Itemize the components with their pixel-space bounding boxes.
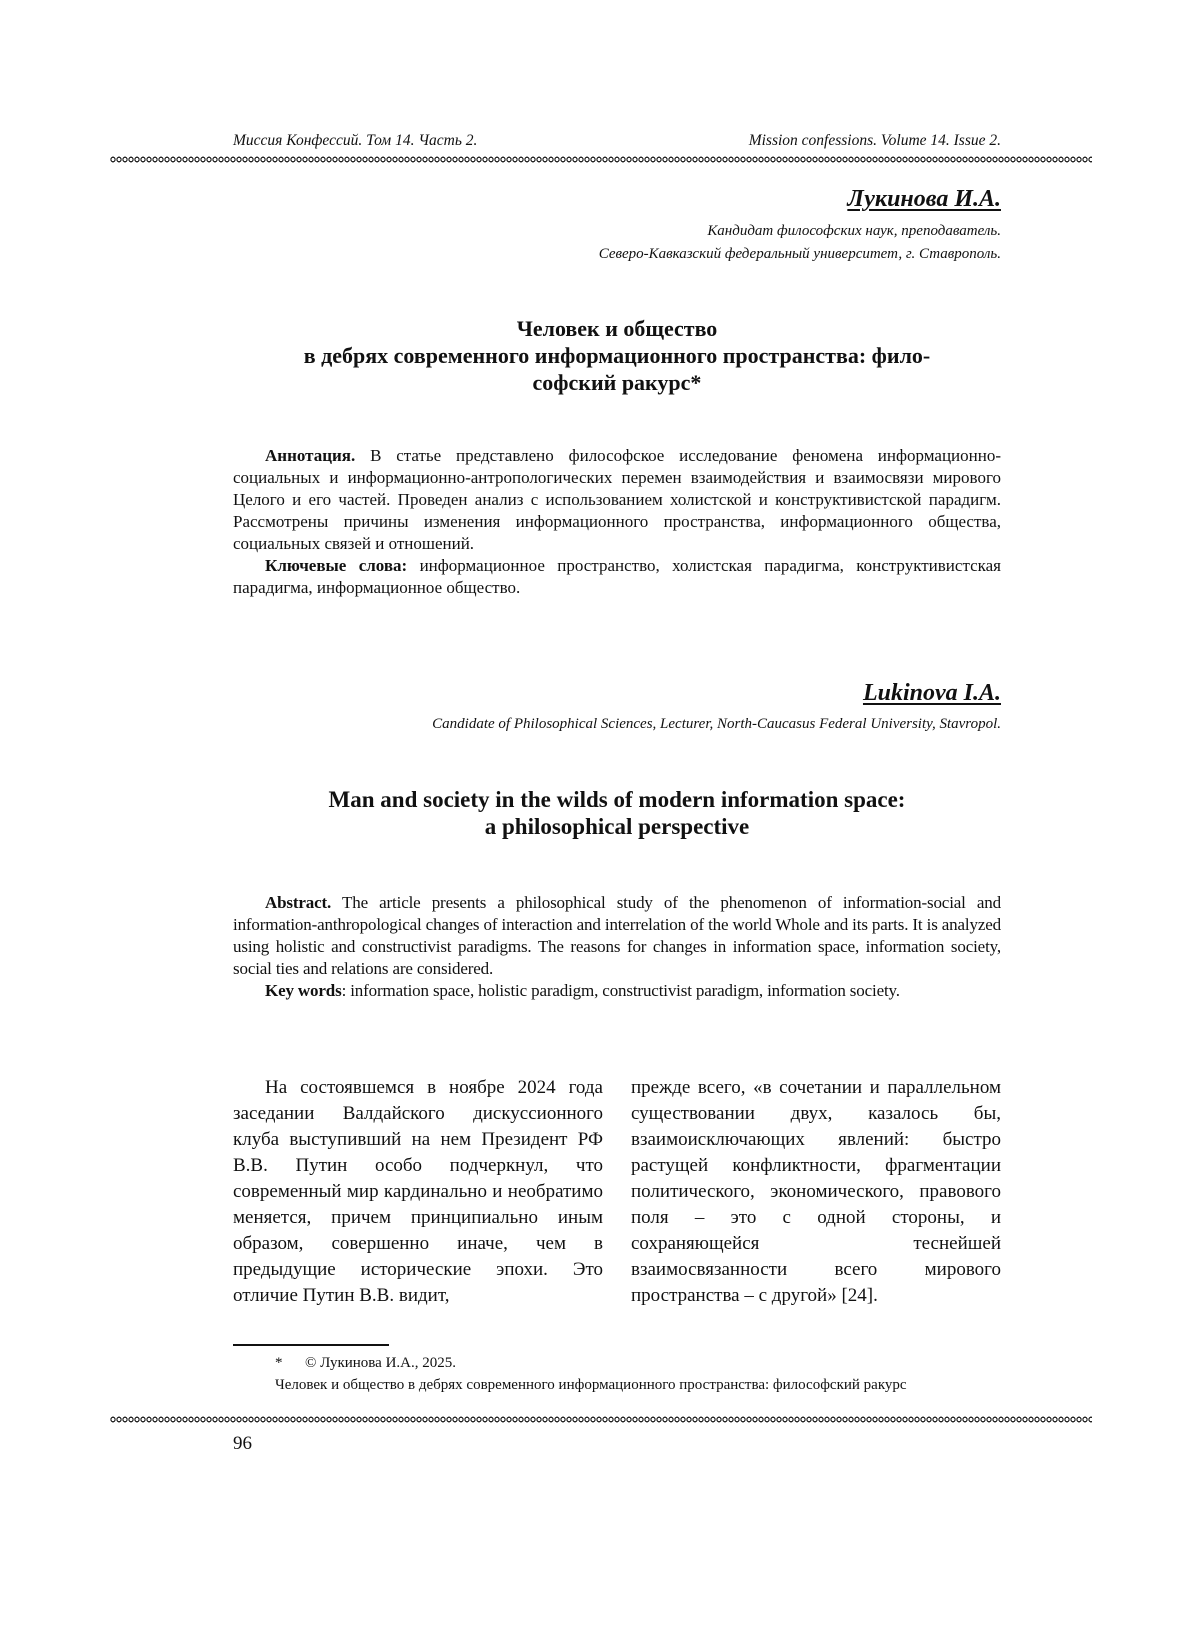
- footnote-copyright-line: [233, 1352, 1001, 1374]
- title-ru-line2: в дебрях современного информационного пространства: фило-: [303, 343, 931, 368]
- author-name-en: Lukinova I.A.: [862, 680, 1001, 706]
- keywords-ru-text: информационное пространство, холистская парадигма, конструктивистская парадигма, информационное общество.: [233, 556, 1001, 597]
- abstract-en: [233, 892, 1001, 1002]
- ornament-divider-bottom: [110, 1415, 1092, 1424]
- abstract-ru: [233, 445, 1001, 599]
- footnote-copyright: © Лукинова И.А., 2025.: [305, 1355, 456, 1371]
- header-journal-ru: Миссия Конфессий. Том 14. Часть 2.: [233, 132, 478, 149]
- author-name-ru: Лукинова И.А.: [847, 186, 1001, 212]
- keywords-ru-paragraph: [233, 555, 1001, 599]
- ornament-divider-top: [110, 155, 1092, 164]
- abstract-en-label: Abstract.: [265, 893, 332, 912]
- title-en-line1: Man and society in the wilds of modern information space:: [328, 787, 906, 812]
- keywords-en-label: Key words: [265, 981, 342, 1000]
- affiliation-university-ru: Северо-Кавказский федеральный университет, г. Ставрополь.: [598, 246, 1001, 262]
- header-journal-en: Mission confessions. Volume 14. Issue 2.: [748, 132, 1001, 149]
- keywords-ru-label: Ключевые слова:: [265, 556, 408, 575]
- keywords-en-paragraph: [233, 980, 1001, 1002]
- footnote: [233, 1352, 1001, 1396]
- title-ru-line1: Человек и общество: [516, 316, 718, 341]
- abstract-en-paragraph: [233, 892, 1001, 980]
- body-column-left: На состоявшемся в ноябре 2024 года заседании Валдайского дискуссионного клуба выступивший на нем Президент РФ В.В. Путин особо подчеркнул, что современный мир кардинально и необратимо меняется, причем принципиально иным образом, совершенно иначе, чем в предыдущие исторические эпохи. Это отличие Путин В.В. видит,: [233, 1077, 603, 1306]
- article-title-ru: [233, 315, 1001, 396]
- body-text: [233, 1075, 1001, 1305]
- running-header: [233, 132, 1001, 154]
- footnote-marker: *: [275, 1355, 283, 1371]
- abstract-ru-label: Аннотация.: [265, 446, 356, 465]
- article-title-en: [233, 786, 1001, 840]
- abstract-ru-text: В статье представлено философское исследование феномена информационно-социальных и информационно-антропологических перемен взаимодействия и взаимосвязи мирового Целого и его частей. Проведен анализ с использованием холистской и конструктивистской парадигм. Рассмотрены причины изменения информационного пространства, информационного общества, социальных связей и отношений.: [233, 446, 1001, 553]
- title-en-line2: a philosophical perspective: [484, 814, 750, 839]
- body-column-right: прежде всего, «в сочетании и параллельном существовании двух, казалось бы, взаимоисключающих явлений: быстро растущей конфликтности, фрагментации политического, экономического, правового поля – это с одной стороны, и сохраняющейся теснейшей взаимосвязанности всего мирового пространства – с другой» [24].: [631, 1077, 1001, 1306]
- author-affiliation-en: Candidate of Philosophical Sciences, Lecturer, North-Caucasus Federal University, Stavropol.: [432, 716, 1001, 732]
- abstract-en-text: The article presents a philosophical study of the phenomenon of information-social and information-anthropological changes of interaction and interrelation of the world Whole and its parts. It is analyzed using holistic and constructivist paradigms. The reasons for changes in information space, information society, social ties and relations are considered.: [233, 893, 1001, 978]
- page-number: 96: [233, 1433, 252, 1454]
- author-affiliation-ru: [599, 220, 1001, 266]
- footnote-title: Человек и общество в дебрях современного информационного пространства: философский ракурс: [275, 1377, 907, 1393]
- title-ru-line3: софский ракурс*: [532, 370, 702, 395]
- footnote-rule: [233, 1344, 389, 1346]
- affiliation-degree-ru: Кандидат философских наук, преподаватель.: [707, 223, 1001, 239]
- abstract-ru-paragraph: [233, 445, 1001, 555]
- keywords-en-text: : information space, holistic paradigm, constructivist paradigm, information society.: [341, 981, 900, 1000]
